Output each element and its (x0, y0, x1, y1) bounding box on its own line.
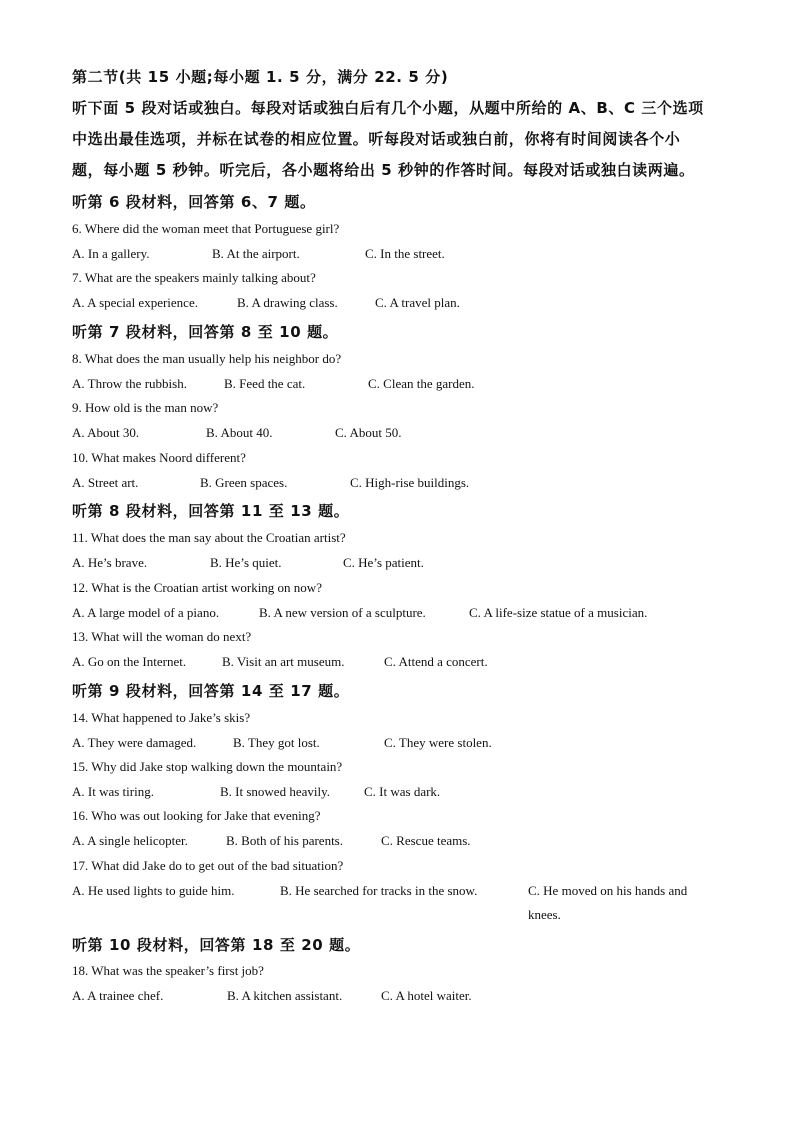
options-row (72, 425, 712, 443)
question-stem: 16. Who was out looking for Jake that evening? (72, 808, 321, 823)
options-row (72, 735, 712, 753)
question-stem: 7. What are the speakers mainly talking about? (72, 270, 316, 285)
question-stem: 14. What happened to Jake’s skis? (72, 710, 251, 725)
group-heading: 听第 8 段材料，回答第 11 至 13 题。 (72, 502, 350, 520)
option-c[interactable]: C. Clean the garden. (368, 376, 475, 391)
option-a[interactable]: A. It was tiring. (72, 784, 154, 799)
option-a[interactable]: A. About 30. (72, 425, 140, 440)
option-a[interactable]: A. They were damaged. (72, 735, 197, 750)
question-stem: 8. What does the man usually help his neighbor do? (72, 351, 342, 366)
option-c[interactable]: C. He’s patient. (343, 555, 424, 570)
question-stem: 12. What is the Croatian artist working on now? (72, 580, 322, 595)
group-heading: 听第 9 段材料，回答第 14 至 17 题。 (72, 682, 350, 700)
option-b[interactable]: B. Green spaces. (200, 475, 288, 490)
instructions-line-3: 题，每小题 5 秒钟。听完后，各小题将给出 5 秒钟的作答时间。每段对话或独白读两遍。 (72, 161, 695, 179)
option-a[interactable]: A. He used lights to guide him. (72, 883, 235, 898)
option-a[interactable]: A. He’s brave. (72, 555, 148, 570)
options-row (72, 555, 712, 573)
question-stem: 11. What does the man say about the Croatian artist? (72, 530, 346, 545)
option-a[interactable]: A. Throw the rubbish. (72, 376, 187, 391)
question-stem: 18. What was the speaker’s first job? (72, 963, 264, 978)
option-c[interactable]: C. High-rise buildings. (350, 475, 470, 490)
question-stem: 6. Where did the woman meet that Portuguese girl? (72, 221, 340, 236)
options-row (72, 654, 712, 672)
question-stem: 10. What makes Noord different? (72, 450, 246, 465)
group-heading: 听第 7 段材料，回答第 8 至 10 题。 (72, 323, 339, 341)
option-c[interactable]: C. They were stolen. (384, 735, 492, 750)
instructions-line-1: 听下面 5 段对话或独白。每段对话或独白后有几个小题，从题中所给的 A、B、C 三个选项 (72, 99, 704, 117)
options-row (72, 376, 712, 394)
option-c[interactable]: C. About 50. (335, 425, 402, 440)
option-b[interactable]: B. About 40. (206, 425, 273, 440)
options-row (72, 988, 712, 1006)
options-row (72, 883, 712, 931)
option-b[interactable]: B. A new version of a sculpture. (259, 605, 426, 620)
option-b[interactable]: B. At the airport. (212, 246, 300, 261)
option-a[interactable]: A. Go on the Internet. (72, 654, 187, 669)
option-b[interactable]: B. It snowed heavily. (220, 784, 330, 799)
group-heading: 听第 10 段材料，回答第 18 至 20 题。 (72, 936, 361, 954)
option-c[interactable]: C. A travel plan. (375, 295, 460, 310)
options-row (72, 246, 712, 264)
option-a[interactable]: A. Street art. (72, 475, 139, 490)
options-row (72, 475, 712, 493)
option-c[interactable]: C. It was dark. (364, 784, 441, 799)
instructions-line-2: 中选出最佳选项，并标在试卷的相应位置。听每段对话或独白前，你将有时间阅读各个小 (72, 130, 681, 148)
option-a[interactable]: A. A special experience. (72, 295, 198, 310)
option-b[interactable]: B. A kitchen assistant. (227, 988, 343, 1003)
option-b[interactable]: B. Both of his parents. (226, 833, 343, 848)
option-c[interactable]: C. He moved on his hands and knees. (528, 883, 688, 922)
option-a[interactable]: A. A large model of a piano. (72, 605, 220, 620)
option-c[interactable]: C. A hotel waiter. (381, 988, 472, 1003)
option-b[interactable]: B. A drawing class. (237, 295, 338, 310)
question-stem: 13. What will the woman do next? (72, 629, 252, 644)
option-c[interactable]: C. A life-size statue of a musician. (469, 605, 648, 620)
question-stem: 15. Why did Jake stop walking down the mountain? (72, 759, 343, 774)
options-row (72, 784, 712, 802)
section-title: 第二节(共 15 小题;每小题 1. 5 分，满分 22. 5 分) (72, 68, 449, 86)
option-c[interactable]: C. Attend a concert. (384, 654, 488, 669)
option-b[interactable]: B. Visit an art museum. (222, 654, 345, 669)
option-b[interactable]: B. He searched for tracks in the snow. (280, 883, 478, 898)
option-c[interactable]: C. In the street. (365, 246, 445, 261)
options-row (72, 295, 712, 313)
options-row (72, 833, 712, 851)
option-c[interactable]: C. Rescue teams. (381, 833, 471, 848)
group-heading: 听第 6 段材料，回答第 6、7 题。 (72, 193, 316, 211)
option-a[interactable]: A. A trainee chef. (72, 988, 164, 1003)
option-b[interactable]: B. They got lost. (233, 735, 320, 750)
question-stem: 17. What did Jake do to get out of the bad situation? (72, 858, 344, 873)
options-row (72, 605, 712, 623)
option-a[interactable]: A. In a gallery. (72, 246, 150, 261)
question-stem: 9. How old is the man now? (72, 400, 219, 415)
option-b[interactable]: B. Feed the cat. (224, 376, 306, 391)
option-b[interactable]: B. He’s quiet. (210, 555, 282, 570)
option-a[interactable]: A. A single helicopter. (72, 833, 188, 848)
